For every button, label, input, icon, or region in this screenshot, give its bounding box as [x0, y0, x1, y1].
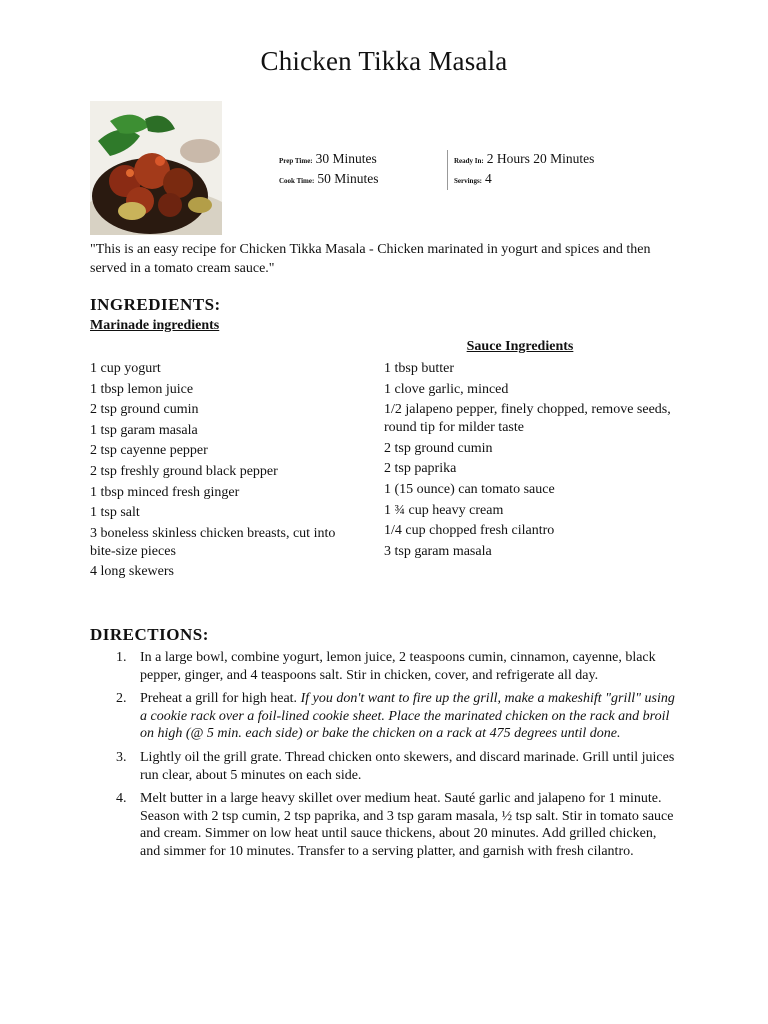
list-item: 3 boneless skinless chicken breasts, cut into bite-size pieces [90, 525, 336, 559]
step-text: In a large bowl, combine yogurt, lemon juice, 2 teaspoons cumin, cinnamon, cayenne, black pepper, ginger, and 4 teaspoons salt. Stir in chicken, cover, and refrigerate all day. [140, 650, 656, 683]
marinade-heading: Marinade ingredients [90, 318, 220, 333]
list-item: 1/2 jalapeno pepper, finely chopped, remove seeds, round tip for milder taste [384, 402, 671, 436]
list-item: 1 (15 ounce) can tomato sauce [384, 481, 555, 497]
list-item: 1 ¾ cup heavy cream [384, 502, 504, 518]
servings-value: 4 [485, 171, 492, 186]
ready-in [454, 150, 594, 170]
recipe-ready-servings [447, 150, 594, 190]
list-item: 1 tbsp lemon juice [90, 381, 194, 397]
directions-heading: DIRECTIONS: [90, 625, 209, 644]
ready-in-label: Ready In: [454, 157, 484, 165]
recipe-times [279, 150, 378, 190]
step-number: 2. [116, 691, 127, 707]
list-item: 4 long skewers [90, 564, 174, 580]
list-item: 1 tbsp butter [384, 361, 454, 376]
recipe-photo [90, 101, 222, 235]
list-item: 1 cup yogurt [90, 361, 161, 376]
cook-time [279, 170, 378, 190]
list-item: 2 tsp cayenne pepper [90, 443, 208, 459]
list-item: 2 tsp freshly ground black pepper [90, 463, 278, 479]
recipe-title: Chicken Tikka Masala [260, 46, 508, 76]
prep-time-label: Prep Time: [279, 157, 313, 165]
step-number: 4. [116, 791, 127, 807]
direction-step [90, 749, 680, 784]
prep-time [279, 150, 378, 170]
list-item: 2 tsp ground cumin [384, 440, 493, 456]
cook-time-value: 50 Minutes [317, 171, 379, 186]
step-text-italic: If you don't want to fire up the grill, make a makeshift "grill" using a cookie rack over a foil-lined cookie sheet. Place the marinated chicken on the rack and broil on high (@ 5 min. each side) or bake the chicken on a rack at 475 degrees until done. [140, 691, 675, 742]
direction-step [90, 649, 680, 684]
step-number: 3. [116, 749, 127, 765]
directions-list [90, 649, 680, 867]
list-item: 2 tsp ground cumin [90, 402, 199, 418]
list-item: 3 tsp garam masala [384, 543, 492, 559]
direction-step [90, 790, 680, 860]
list-item: 1 tsp garam masala [90, 422, 198, 438]
list-item: 1/4 cup chopped fresh cilantro [384, 523, 555, 539]
servings-label: Servings: [454, 177, 482, 185]
ready-in-value: 2 Hours 20 Minutes [486, 151, 595, 166]
step-text: Lightly oil the grill grate. Thread chicken onto skewers, and discard marinade. Grill until juices run clear, about 5 minutes on each side. [140, 749, 675, 783]
list-item: 2 tsp paprika [384, 461, 457, 477]
list-item: 1 clove garlic, minced [384, 381, 509, 397]
sauce-heading: Sauce Ingredients [466, 339, 574, 354]
marinade-list [90, 360, 350, 584]
list-item: 1 tbsp minced fresh ginger [90, 484, 240, 500]
recipe-description: "This is an easy recipe for Chicken Tikka Masala - Chicken marinated in yogurt and spices and then served in a tomato cream sauce." [90, 242, 651, 276]
step-number: 1. [116, 650, 127, 665]
list-item: 1 tsp salt [90, 505, 140, 521]
prep-time-value: 30 Minutes [315, 151, 377, 166]
servings [454, 170, 594, 190]
sauce-list [384, 360, 674, 563]
direction-step [90, 690, 680, 743]
cook-time-label: Cook Time: [279, 177, 315, 185]
ingredients-heading: INGREDIENTS: [90, 295, 221, 314]
step-text: Melt butter in a large heavy skillet over medium heat. Sauté garlic and jalapeno for 1 minute. Season with 2 tsp cumin, 2 tsp paprika, and 3 tsp garam masala, ½ tsp salt. Stir in tomato sauce and cream. Simmer on low heat until sauce thickens, about 20 minutes. Add grilled chicken, and simmer for 10 minutes. Transfer to a serving platter, and garnish with fresh cilantro. [140, 791, 674, 859]
step-text: Preheat a grill for high heat. [140, 691, 301, 707]
